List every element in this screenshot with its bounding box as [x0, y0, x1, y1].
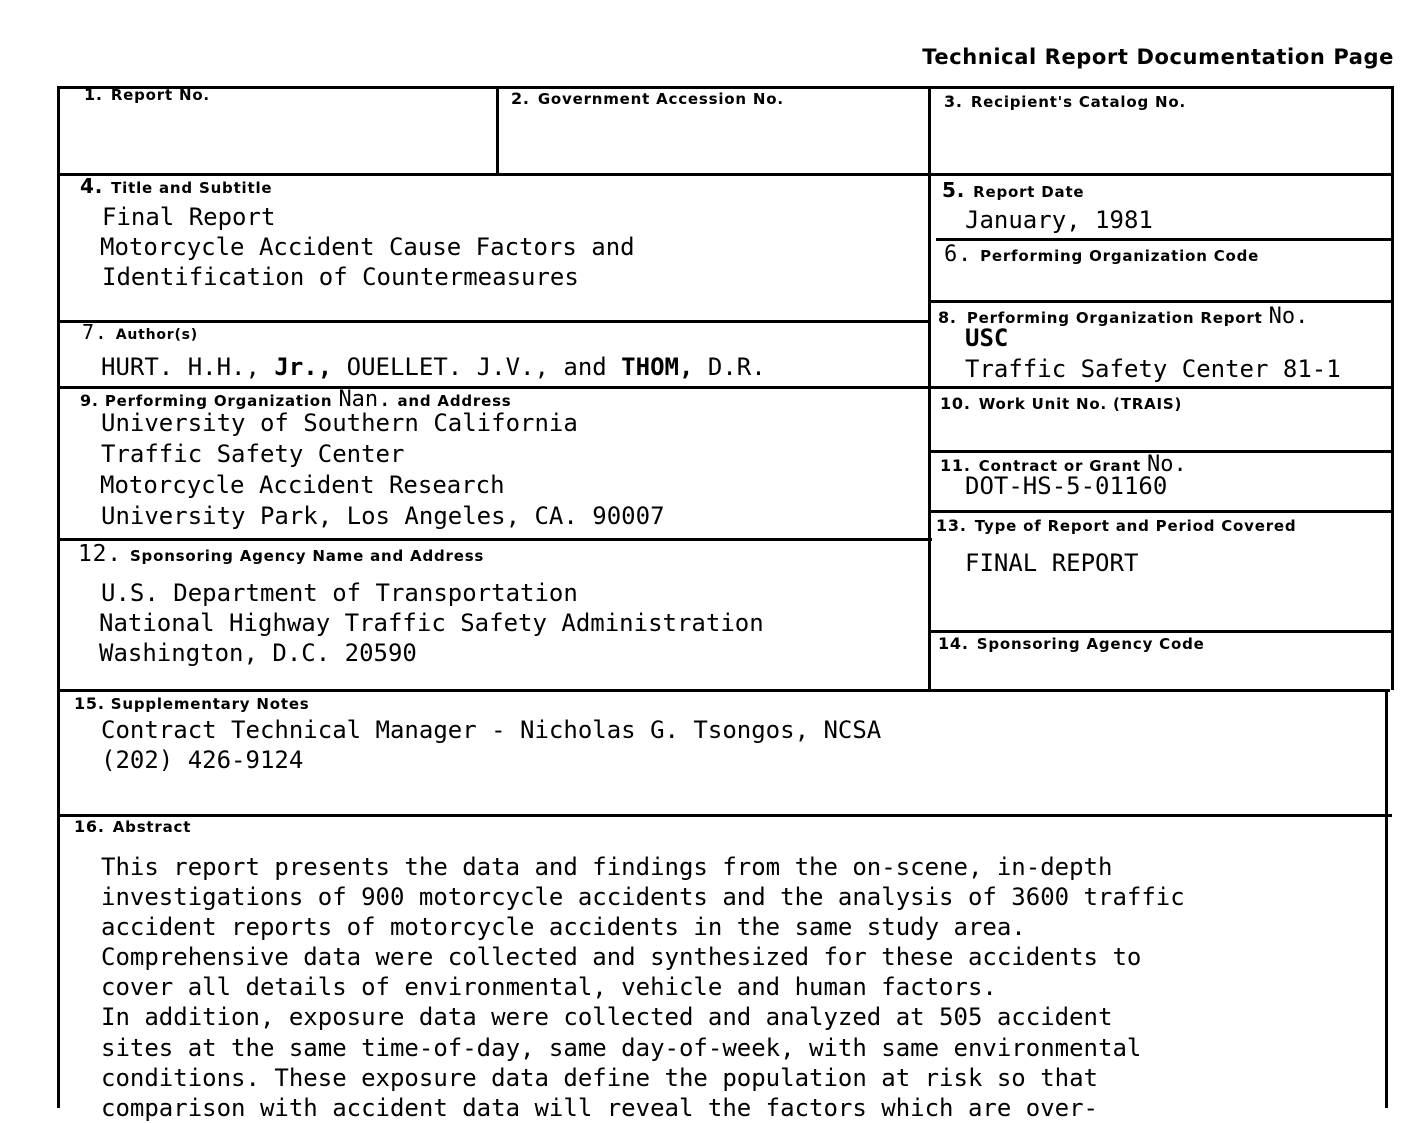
- field-12-label: 12. Sponsoring Agency Name and Address: [78, 541, 485, 567]
- address-line: U.S. Department of Transportation: [101, 579, 578, 607]
- supplementary-notes: [101, 715, 881, 775]
- table-right-border-lower: [1385, 689, 1388, 1108]
- sponsoring-agency-address: [101, 578, 764, 669]
- title-and-subtitle: [102, 202, 635, 293]
- address-line: Traffic Safety Center: [101, 440, 405, 468]
- address-line: Motorcycle Accident Research: [100, 471, 505, 499]
- title-line: Final Report: [102, 203, 276, 231]
- field-9-label: 9. Performing Organization Nan. and Address: [80, 387, 512, 412]
- address-line: National Highway Traffic Safety Administration: [99, 609, 764, 638]
- report-date: January, 1981: [965, 206, 1153, 234]
- row-divider-right-6: [936, 238, 1394, 241]
- row-divider-right-8: [930, 300, 1394, 303]
- field-16-label: 16. Abstract: [74, 817, 192, 836]
- column-divider-main: [928, 86, 931, 690]
- abstract-line: Comprehensive data were collected and synthesized for these accidents to: [101, 943, 1142, 972]
- performing-org-report-no: Traffic Safety Center 81-1: [965, 355, 1341, 383]
- table-top-border: [58, 86, 1394, 89]
- title-line: Identification of Countermeasures: [102, 263, 579, 292]
- page-title: Technical Report Documentation Page: [922, 45, 1394, 69]
- row-divider-left-12: [58, 538, 932, 541]
- report-type: FINAL REPORT: [965, 549, 1139, 577]
- abstract-line: conditions. These exposure data define the population at risk so that: [101, 1063, 1098, 1092]
- field-11-label: 11. Contract or Grant No.: [940, 452, 1187, 477]
- authors: HURT. H.H., Jr., OUELLET. J.V., and THOM, D.R.: [101, 353, 766, 381]
- field-13-label: 13. Type of Report and Period Covered: [936, 516, 1297, 535]
- title-line: Motorcycle Accident Cause Factors and: [100, 233, 635, 262]
- field-4-label: 4. Title and Subtitle: [80, 174, 273, 198]
- field-1-label: 1. Report No.: [84, 85, 210, 104]
- performing-organization-address: [101, 408, 665, 532]
- abstract-line: sites at the same time-of-day, same day-of-week, with same environmental: [101, 1033, 1142, 1062]
- address-line: Washington, D.C. 20590: [99, 639, 417, 668]
- abstract-line: accident reports of motorcycle accidents in the same study area.: [101, 913, 1026, 942]
- field-3-label: 3. Recipient's Catalog No.: [944, 92, 1186, 111]
- note-line: (202) 426-9124: [101, 746, 304, 775]
- abstract-line: cover all details of environmental, vehicle and human factors.: [101, 973, 997, 1002]
- column-divider-1-2: [496, 86, 499, 174]
- note-line: Contract Technical Manager - Nicholas G. Tsongos, NCSA: [101, 716, 882, 744]
- field-6-label: 6. Performing Organization Code: [944, 242, 1260, 267]
- row-divider-right-13: [930, 510, 1392, 513]
- table-right-border: [1391, 86, 1394, 690]
- row-divider-3: [58, 689, 1390, 692]
- abstract-line: comparison with accident data will reveal the factors which are over-: [101, 1093, 1098, 1122]
- abstract-text: [101, 852, 1185, 1123]
- field-14-label: 14. Sponsoring Agency Code: [938, 634, 1205, 653]
- row-divider-right-14: [930, 630, 1392, 633]
- field-15-label: 15. Supplementary Notes: [74, 694, 310, 713]
- field-7-label: 7. Author(s): [82, 320, 199, 344]
- table-left-border: [57, 86, 60, 1108]
- contract-grant-no: DOT-HS-5-01160: [965, 472, 1168, 500]
- field-2-label: 2. Government Accession No.: [511, 89, 784, 108]
- address-line: University of Southern California: [101, 409, 578, 437]
- address-line: University Park, Los Angeles, CA. 90007: [101, 502, 665, 530]
- field-8-label: 8. Performing Organization Report No.: [938, 304, 1309, 329]
- abstract-line: This report presents the data and findings from the on-scene, in-depth: [101, 853, 1113, 881]
- abstract-line: In addition, exposure data were collected and analyzed at 505 accident: [101, 1003, 1113, 1032]
- field-5-label: 5. Report Date: [942, 178, 1085, 202]
- abstract-line: investigations of 900 motorcycle accidents and the analysis of 3600 traffic: [101, 883, 1185, 912]
- row-divider-4: [58, 814, 1392, 817]
- field-10-label: 10. Work Unit No. (TRAIS): [940, 394, 1183, 413]
- performing-org-report-no-prefix: USC: [965, 324, 1009, 352]
